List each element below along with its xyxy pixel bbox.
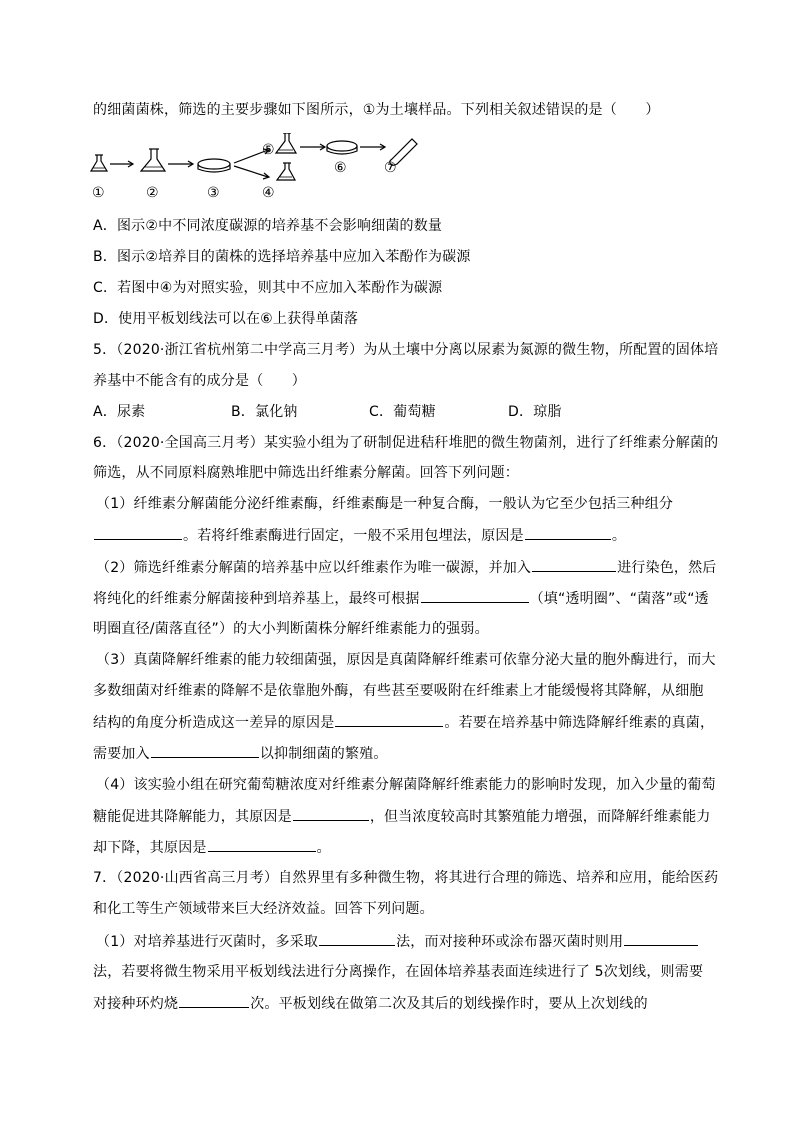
- answer-blank[interactable]: [94, 524, 182, 540]
- answer-blank[interactable]: [179, 992, 249, 1008]
- q4-option-b: B．图示②培养目的菌株的选择培养基中应加入苯酚作为碳源: [93, 249, 471, 265]
- diagram-label-6: ⑥: [334, 160, 347, 176]
- answer-blank[interactable]: [624, 930, 698, 946]
- answer-blank[interactable]: [532, 556, 616, 572]
- q5-option-d: D．琼脂: [508, 404, 562, 420]
- diagram-label-3: ③: [207, 185, 220, 201]
- q7-stem-line-2: 和化工等生产领域带来巨大经济效益。回答下列问题。: [93, 901, 434, 917]
- q5-stem-line-2: 养基中不能含有的成分是（ ）: [93, 373, 306, 389]
- diagram-label-2: ②: [146, 185, 159, 201]
- q5-option-b: B．氯化钠: [231, 404, 298, 420]
- q6-part1-line-1: （1）纤维素分解菌能分泌纤维素酶，纤维素酶是一种复合酶，一般认为它至少包括三种组分: [96, 496, 674, 512]
- q6-stem-line-1: 6．（2020·全国高三月考）某实验小组为了研制促进秸秆堆肥的微生物菌剂，进行了纤维素分解菌的: [93, 435, 719, 451]
- q7-part1-text-b: 法，而对接种环或涂布器灭菌时则用: [396, 934, 624, 950]
- answer-blank[interactable]: [421, 587, 529, 603]
- q6-part3-line-3: [93, 711, 715, 734]
- q6-part2-text-a: （2）筛选纤维素分解菌的培养基中应以纤维素作为唯一碳源，并加入: [96, 560, 532, 576]
- q5-stem-line-1: 5．（2020·浙江省杭州第二中学高三月考）为从土壤中分离以尿素为氮源的微生物，所配置的固体培: [93, 342, 719, 358]
- q6-part3-line-4: [93, 742, 705, 765]
- q6-part1-end: 。: [611, 528, 627, 544]
- q7-part1-line-3: [93, 992, 705, 1015]
- answer-blank[interactable]: [319, 930, 395, 946]
- q6-part4-text-c: 却下降，其原因是: [93, 840, 207, 856]
- q6-part2-text-c: 将纯化的纤维素分解菌接种到培养基上，最终可根据: [93, 591, 420, 607]
- q6-part2-line-2: [93, 587, 709, 610]
- answer-blank[interactable]: [525, 524, 611, 540]
- q6-part4-text-d: 。: [316, 840, 331, 856]
- q7-stem-line-1: 7．（2020·山西省高三月考）自然界里有多种微生物，将其进行合理的筛选、培养和应用，能给医药: [93, 870, 719, 886]
- question-4-stem: 的细菌菌株，筛选的主要步骤如下图所示，①为土壤样品。下列相关叙述错误的是（ ）: [93, 102, 660, 118]
- q6-part3-text-b: 。若要在培养基中筛选降解纤维素的真菌，: [444, 715, 715, 731]
- q6-part4-line-3: [93, 836, 705, 859]
- q4-option-a: A．图示②中不同浓度碳源的培养基不会影响细菌的数量: [93, 218, 443, 234]
- q7-part1-text-a: （1）对培养基进行灭菌时，多采取: [96, 934, 319, 950]
- diagram-label-7: ⑦: [384, 160, 397, 176]
- diagram-label-4: ④: [262, 185, 275, 201]
- q6-part1-text: 。若将纤维素酶进行固定，一般不采用包埋法，原因是: [183, 528, 524, 544]
- q6-part2-line-1: [96, 556, 717, 579]
- q6-part3-line-2: 多数细菌对纤维素的降解不是依靠胞外酶，有些甚至要吸附在纤维素上才能缓慢将其降解，从细胞: [93, 683, 704, 699]
- q6-part4-line-1: （4）该实验小组在研究葡萄糖浓度对纤维素分解菌降解纤维素能力的影响时发现，加入少量的葡萄: [96, 777, 716, 793]
- q6-part4-text-a: 糖能促进其降解能力，其原因是: [93, 809, 292, 825]
- q6-part4-text-b: ，但当浓度较高时其繁殖能力增强，而降解纤维素能力: [369, 809, 711, 825]
- q6-part3-text-a: 结构的角度分析造成这一差异的原因是: [93, 715, 335, 731]
- answer-blank[interactable]: [208, 836, 316, 852]
- diagram-label-1: ①: [92, 185, 105, 201]
- q4-option-c: C．若图中④为对照实验，则其中不应加入苯酚作为碳源: [93, 280, 443, 296]
- answer-blank[interactable]: [151, 742, 259, 758]
- q5-option-a: A．尿素: [93, 404, 146, 420]
- q6-part4-line-2: [93, 805, 711, 828]
- q6-part3-line-1: （3）真菌降解纤维素的能力较细菌强，原因是真菌降解纤维素可依靠分泌大量的胞外酶进行，而大: [96, 652, 716, 668]
- q6-part3-text-d: 以抑制细菌的繁殖。: [259, 746, 388, 762]
- answer-blank[interactable]: [293, 805, 369, 821]
- q6-part2-text-b: 进行染色，然后: [617, 560, 717, 576]
- q7-part1-line-2: 法，若要将微生物采用平板划线法进行分离操作，在固体培养基表面连续进行了 5次划线，则需要: [93, 964, 704, 980]
- q7-part1-text-d: 次。平板划线在做第二次及其后的划线操作时，要从上次划线的: [250, 996, 648, 1012]
- q4-option-d: D．使用平板划线法可以在⑥上获得单菌落: [93, 311, 359, 327]
- answer-blank[interactable]: [335, 711, 443, 727]
- q6-stem-line-2: 筛选，从不同原料腐熟堆肥中筛选出纤维素分解菌。回答下列问题：: [93, 465, 519, 481]
- q6-part1-line-2: [93, 524, 705, 547]
- q5-option-c: C．葡萄糖: [369, 404, 436, 420]
- q7-part1-text-c: 对接种环灼烧: [93, 996, 179, 1012]
- diagram-label-5: ⑤: [262, 142, 275, 158]
- q6-part2-text-d: （填“透明圈”、“菌落”或“透: [529, 591, 709, 607]
- q7-part1-line-1: [96, 930, 708, 953]
- screening-steps-diagram: [88, 133, 428, 181]
- q6-part2-line-3: 明圈直径/菌落直径”）的大小判断菌株分解纤维素能力的强弱。: [93, 621, 489, 637]
- q6-part3-text-c: 需要加入: [93, 746, 150, 762]
